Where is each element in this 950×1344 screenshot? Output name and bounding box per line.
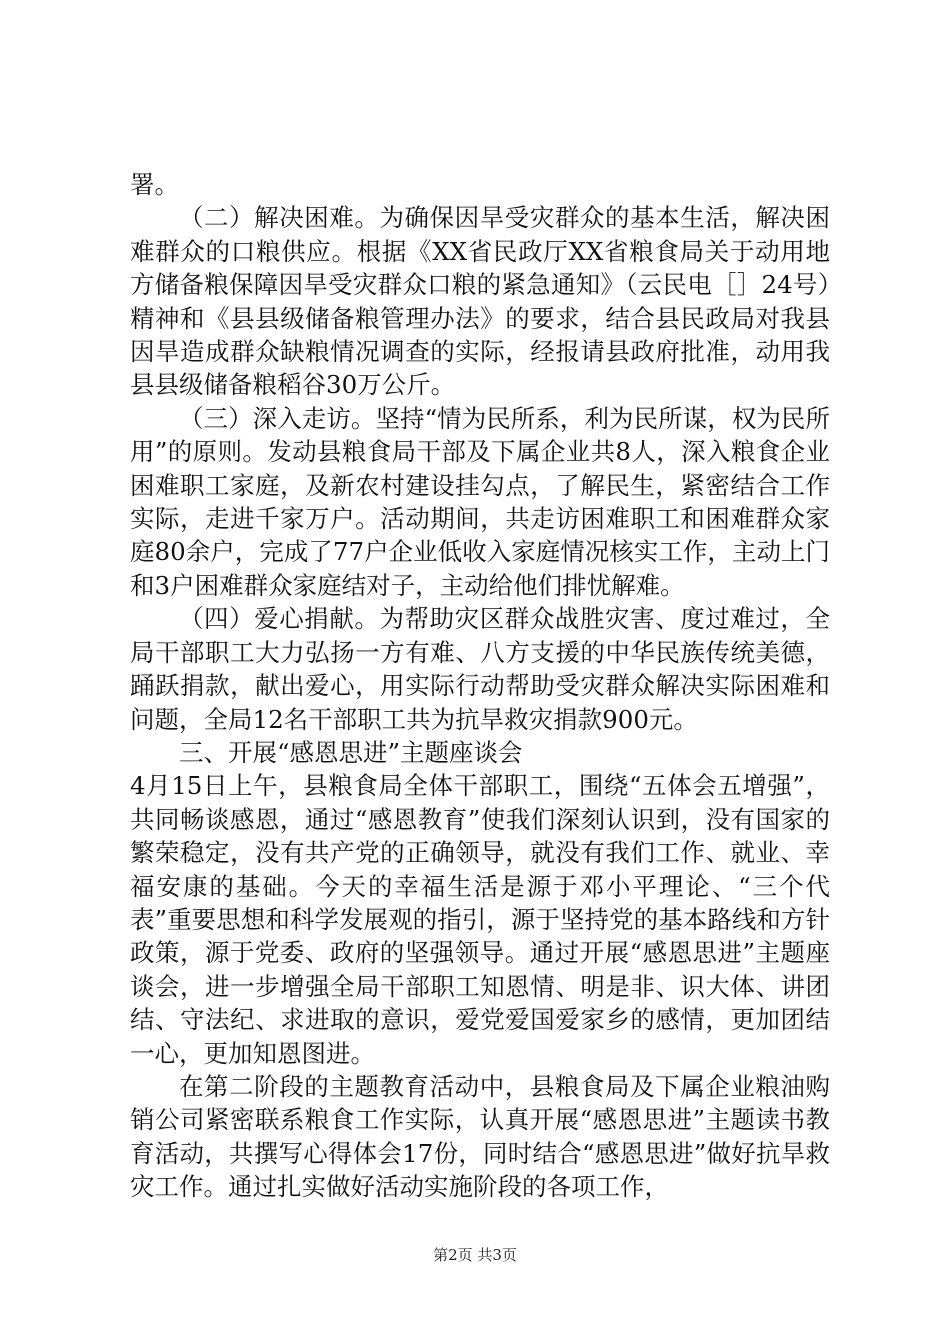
- paragraph-visits: （三）深入走访。坚持“情为民所系，利为民所谋，权为民所用”的原则。发动县粮食局干部及下属企业共8人，深入粮食企业困难职工家庭，及新农村建设挂勾点，了解民生，紧密结合工作实际，走进千家万户。活动期间，共走访困难职工和困难群众家庭80余户，完成了77户企业低收入家庭情况核实工作，主动上门和3户困难群众家庭结对子，主动给他们排忧解难。: [130, 403, 830, 600]
- paragraph-solve-difficulties: （二）解决困难。为确保因旱受灾群众的基本生活，解决困难群众的口粮供应。根据《XX省民政厅XX省粮食局关于动用地方储备粮保障因旱受灾群众口粮的紧急通知》（云民电［］24号）精神和《县县级储备粮管理办法》的要求，结合县民政局对我县因旱造成群众缺粮情况调查的实际，经报请县政府批准，动用我县县级储备粮稻谷30万公斤。: [130, 203, 830, 400]
- paragraph-continuation: 署。: [130, 170, 179, 199]
- page-footer: 第2页 共3页: [433, 1246, 517, 1264]
- paragraph-second-stage: 在第二阶段的主题教育活动中，县粮食局及下属企业粮油购销公司紧密联系粮食工作实际，认真开展“感恩思进”主题读书教育活动，共撰写心得体会17份，同时结合“感恩思进”做好抗旱救灾工作。通过扎实做好活动实施阶段的各项工作，: [130, 1071, 830, 1202]
- document-body: [130, 168, 830, 1204]
- section-heading-symposium: 三、开展“感恩思进”主题座谈会: [179, 737, 523, 767]
- paragraph-donation: （四）爱心捐献。为帮助灾区群众战胜灾害、度过难过，全局干部职工大力弘扬一方有难、八方支援的中华民族传统美德，踊跃捐款，献出爱心，用实际行动帮助受灾群众解决实际困难和问题，全局12名干部职工共为抗旱救灾捐款900元。: [130, 604, 830, 734]
- paragraph-symposium: 4月15日上午，县粮食局全体干部职工，围绕“五体会五增强”，共同畅谈感恩，通过“感恩教育”使我们深刻认识到，没有国家的繁荣稳定，没有共产党的正确领导，就没有我们工作、就业、幸福安康的基础。今天的幸福生活是源于邓小平理论、“三个代表”重要思想和科学发展观的指引，源于坚持党的基本路线和方针政策，源于党委、政府的坚强领导。通过开展“感恩思进”主题座谈会，进一步增强全局干部职工知恩情、明是非、识大体、讲团结、守法纪、求进取的意识，爱党爱国爱家乡的感情，更加团结一心，更加知恩图进。: [130, 771, 830, 1068]
